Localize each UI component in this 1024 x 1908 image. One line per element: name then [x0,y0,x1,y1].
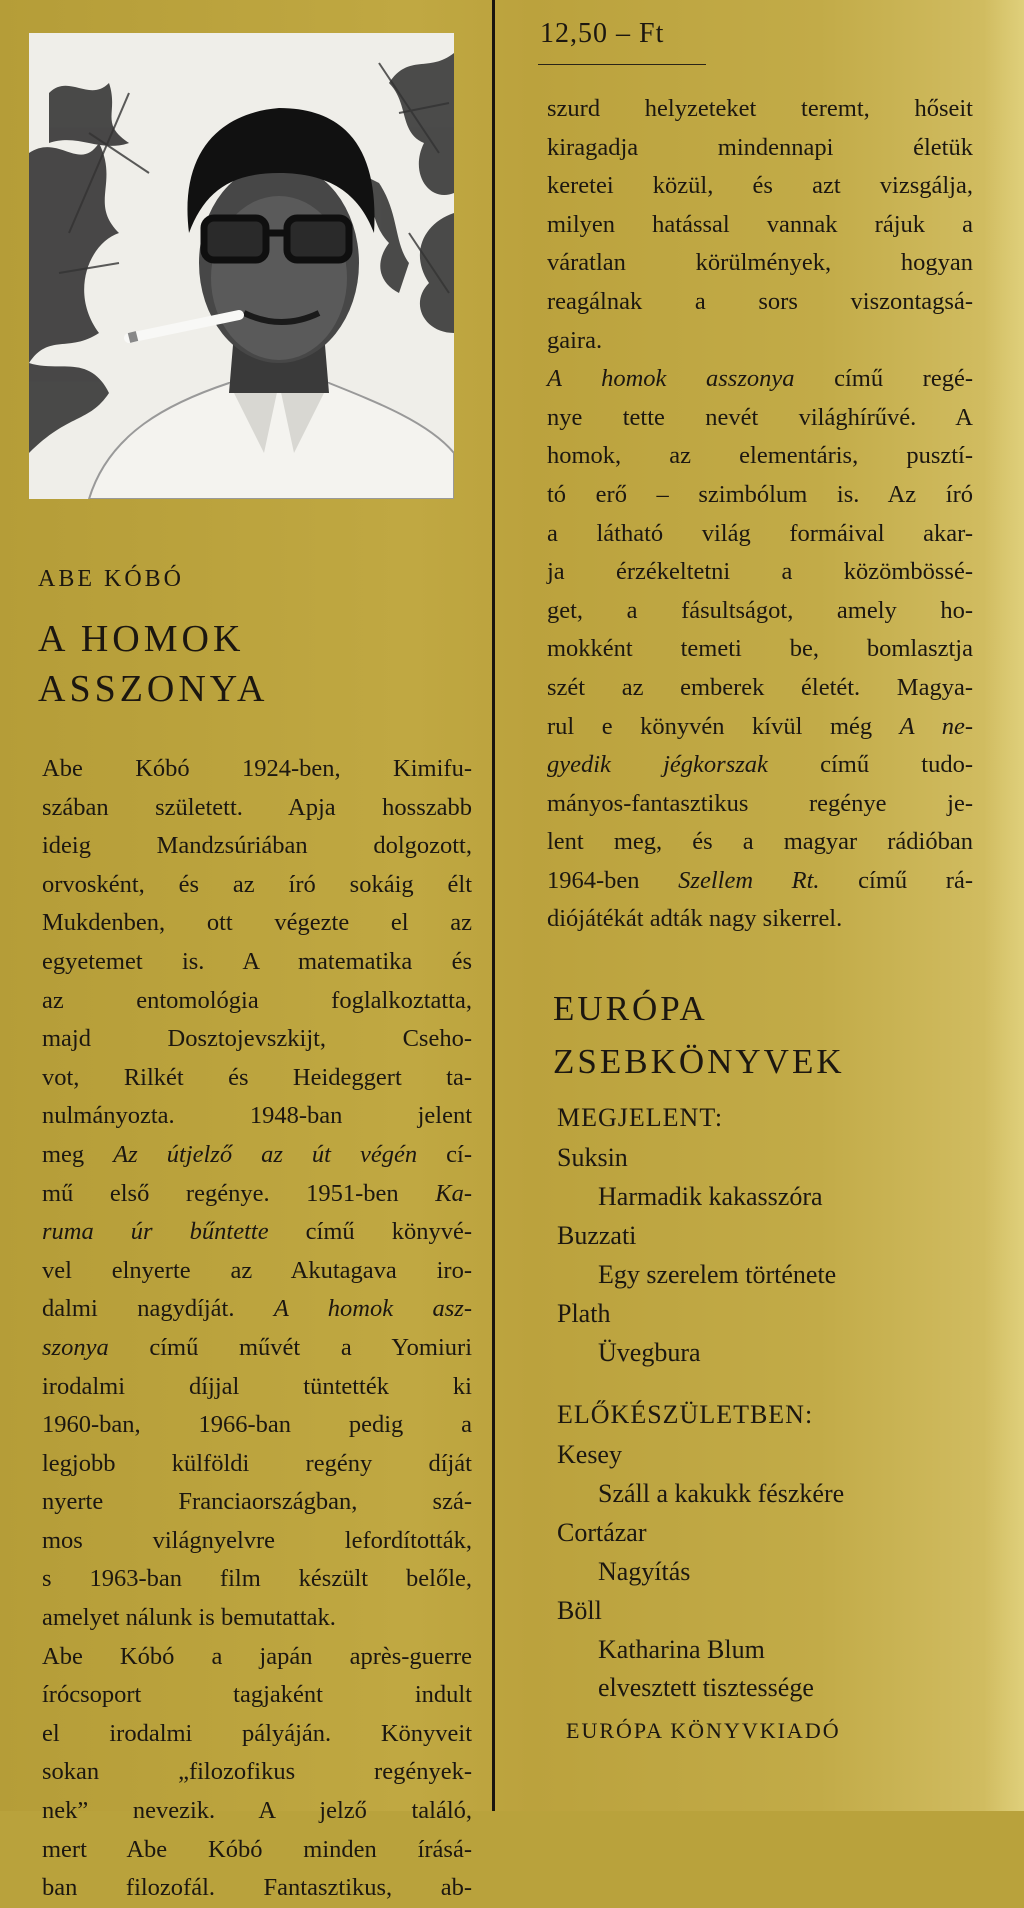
text-line [42,1831,472,1870]
text-line [547,708,973,747]
list-title: Üvegbura [598,1338,701,1367]
list-title: elvesztett tisztessége [598,1673,814,1702]
text-run: diójátékát adták nagy sikerrel. [547,905,843,933]
text-line [547,785,973,824]
text-run: című könyvé- [268,1218,472,1246]
text-line [547,669,973,708]
text-line [547,437,973,476]
text-line [42,1715,472,1754]
list-author: Plath [557,1299,611,1328]
text-run: nyerte Franciaországban, szá- [42,1488,472,1516]
text-line [42,1445,472,1484]
text-run: vel elnyerte az Akutagava iro- [42,1256,472,1284]
text-line [42,1406,472,1445]
text-run: meg [42,1140,114,1168]
publisher-name: EURÓPA KÖNYVKIADÓ [566,1718,841,1743]
italic-title: szonya [42,1333,109,1361]
series-title-line: ZSEBKÖNYVEK [553,1042,845,1081]
text-line [42,904,472,943]
text-run: című regé- [794,365,973,393]
text-line [547,206,973,245]
italic-title: gyedik jégkorszak [547,751,768,779]
italic-title: Ka- [435,1179,472,1207]
text-run: mert Abe Kóbó minden írásá- [42,1835,472,1863]
text-line [42,982,472,1021]
text-line [42,1368,472,1407]
series-title [553,982,845,1088]
text-run: orvosként, és az író sokáig élt [42,870,472,898]
text-run: 1960-ban, 1966-ban pedig a [42,1411,472,1439]
column-divider [492,0,495,1811]
text-line [42,943,472,982]
text-line [42,1483,472,1522]
text-run: keretei közül, és azt vizsgálja, [547,172,973,200]
text-run: sokan „filozofikus regények- [42,1758,472,1786]
text-run: s 1963-ban film készült belőle, [42,1565,472,1593]
text-line [547,592,973,631]
text-line [42,1522,472,1561]
text-run: gaira. [547,326,603,354]
text-line [42,1599,472,1638]
text-line [547,129,973,168]
published-heading: MEGJELENT: [557,1103,724,1132]
text-run: az entomológia foglalkoztatta, [42,986,472,1014]
text-run: ban filozofál. Fantasztikus, ab- [42,1874,472,1902]
text-line [42,1560,472,1599]
text-run: cí- [417,1140,473,1168]
text-line [42,1020,472,1059]
text-run: Abe Kóbó a japán après-guerre [42,1642,472,1670]
author-biography [42,750,472,1908]
text-run: a látható világ formáival akar- [547,519,973,547]
text-line [42,1252,472,1291]
text-line [547,167,973,206]
italic-title: Az útjelző az út végén [113,1140,418,1168]
italic-title: Szellem Rt. [678,866,820,894]
upcoming-heading: ELŐKÉSZÜLETBEN: [557,1400,814,1429]
text-run: dalmi nagydíját. [42,1295,274,1323]
list-author: Buzzati [557,1221,637,1250]
text-run: szét az emberek életét. Magya- [547,673,973,701]
text-line [42,1329,472,1368]
text-run: írócsoport tagjaként indult [42,1681,472,1709]
text-run: nye tette nevét világhírűvé. A [547,403,973,431]
biography-continued [547,90,973,939]
italic-title: A homok asszonya [547,365,795,393]
text-line [547,244,973,283]
book-title [38,614,268,714]
text-run: vot, Rilkét és Heideggert ta- [42,1063,472,1091]
list-author: Böll [557,1596,602,1625]
price-underline [538,64,706,65]
text-run: el irodalmi pályáján. Könyveit [42,1719,472,1747]
text-line [42,1869,472,1908]
list-author: Kesey [557,1440,622,1469]
text-line [547,515,973,554]
text-run: irodalmi díjjal tüntették ki [42,1372,472,1400]
text-run: szurd helyzeteket teremt, hőseit [547,95,973,122]
list-author: Cortázar [557,1518,647,1547]
text-run: Abe Kóbó 1924-ben, Kimifu- [42,755,472,782]
text-line [42,827,472,866]
list-title: Nagyítás [598,1557,691,1586]
text-run: című művét a Yomiuri [108,1333,472,1361]
italic-title: ruma úr bűntette [42,1218,269,1246]
text-run: nulmányozta. 1948-ban jelent [42,1102,472,1130]
text-run: get, a fásultságot, amely ho- [547,596,973,624]
book-title-line: A HOMOK [38,618,245,660]
text-line [42,789,472,828]
text-line [42,750,472,789]
text-run: lent meg, és a magyar rádióban [547,828,973,856]
price-label: 12,50 – Ft [540,18,665,49]
text-line [547,900,973,939]
list-title: Száll a kakukk fészkére [598,1479,845,1508]
text-run: 1964-ben [547,866,679,894]
text-line [547,630,973,669]
text-run: ja érzékeltetni a közömbössé- [547,558,973,586]
text-run: ideig Mandzsúriában dolgozott, [42,832,472,860]
text-run: homok, az elementáris, pusztí- [547,442,973,470]
text-run: reagálnak a sors viszontagsá- [547,287,973,315]
text-line [547,360,973,399]
text-run: egyetemet is. A matematika és [42,947,472,975]
text-run: kiragadja mindennapi életük [547,133,973,161]
text-run: mokként temeti be, bomlasztja [547,635,973,663]
text-line [42,1213,472,1252]
cover-edge [984,0,1024,1811]
list-author: Suksin [557,1143,628,1172]
text-run: majd Dosztojevszkijt, Cseho- [42,1025,472,1053]
published-list [557,1098,836,1372]
text-run: mű első regénye. 1951-ben [42,1179,436,1207]
text-line [547,90,973,129]
list-title: Katharina Blum [598,1635,765,1664]
text-run: milyen hatással vannak rájuk a [547,210,973,238]
text-line [42,1638,472,1677]
text-line [547,862,973,901]
italic-title: A ne- [899,712,973,740]
text-run: váratlan körülmények, hogyan [547,249,973,277]
text-line [547,553,973,592]
text-run: című rá- [819,866,973,894]
text-run: tó erő – szimbólum is. Az író [547,480,973,508]
text-line [547,322,973,361]
text-line [42,1175,472,1214]
text-run: legjobb külföldi regény díját [42,1449,472,1477]
italic-title: A homok asz- [273,1295,472,1323]
text-line [42,1290,472,1329]
text-line [42,1792,472,1831]
author-name: ABE KÓBÓ [38,566,185,592]
text-run: című tudo- [767,751,973,779]
text-run: mányos-fantasztikus regénye je- [547,789,973,817]
text-line [547,476,973,515]
text-run: nek” nevezik. A jelző találó, [42,1797,472,1825]
text-line [42,1097,472,1136]
text-line [42,1059,472,1098]
text-run: mos világnyelvre lefordították, [42,1526,472,1554]
list-title: Harmadik kakasszóra [598,1182,823,1211]
text-line [547,823,973,862]
text-line [42,1676,472,1715]
text-line [547,746,973,785]
upcoming-list [557,1395,844,1707]
text-run: szában született. Apja hosszabb [42,793,472,821]
text-line [547,283,973,322]
text-line [42,866,472,905]
text-line [42,1136,472,1175]
text-line [42,1753,472,1792]
series-title-line: EURÓPA [553,989,708,1028]
text-line [547,399,973,438]
list-title: Egy szerelem története [598,1260,837,1289]
text-run: amelyet nálunk is bemutattak. [42,1604,336,1632]
book-title-line: ASSZONYA [38,668,269,710]
author-photo [29,33,454,499]
text-run: rul e könyvén kívül még [547,712,900,740]
text-run: Mukdenben, ott végezte el az [42,909,472,937]
